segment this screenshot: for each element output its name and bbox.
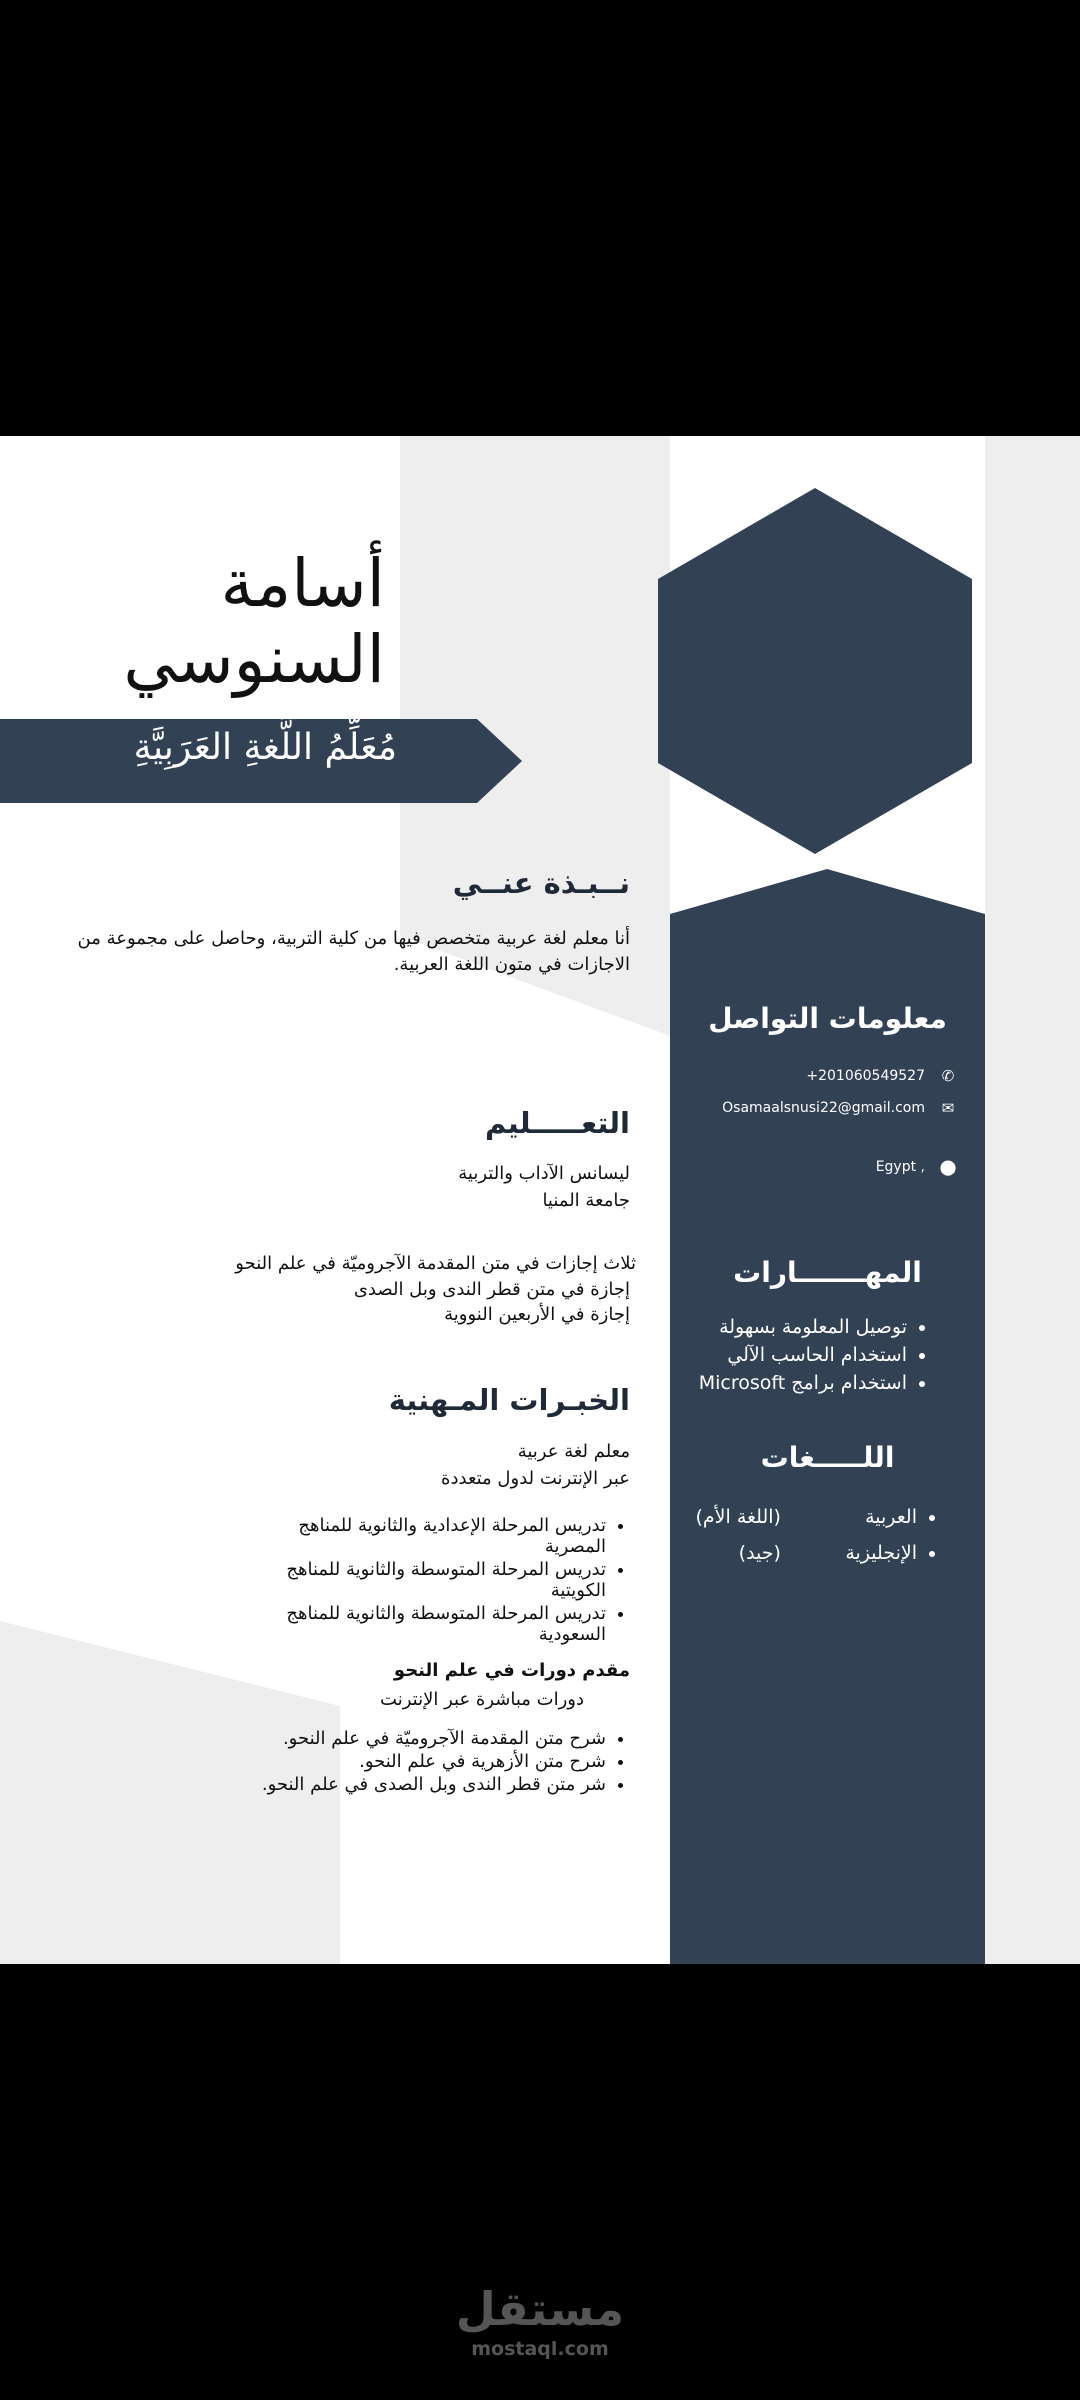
phone-number: +201060549527 (806, 1068, 925, 1084)
list-item: • تدريس المرحلة المتوسطة والثانوية للمناهج السعودية (276, 1603, 606, 1645)
skills-list (699, 1316, 927, 1400)
about-text: أنا معلم لغة عربية متخصص فيها من كلية التربية، وحاصل على مجموعة من الاجازات في متون اللغة العربية. (77, 928, 630, 976)
list-item: • شر متن قطر الندى وبل الصدى في علم النحو. (262, 1774, 606, 1795)
sidebar (670, 914, 985, 1964)
language-level: (جيد) (738, 1542, 781, 1564)
language-item (695, 1542, 917, 1564)
envelope-icon: ✉ (941, 1099, 955, 1117)
person-name (123, 546, 385, 698)
job2-subtitle: دورات مباشرة عبر الإنترنت (380, 1689, 584, 1710)
watermark-url: mostaql.com (471, 2338, 609, 2360)
profile-hexagon (655, 488, 975, 854)
languages-title: اللـــــغات (760, 1441, 895, 1474)
location-text: Egypt , (875, 1159, 925, 1175)
list-item: • توصيل المعلومة بسهولة (699, 1316, 907, 1338)
job1-list (276, 1515, 630, 1647)
contact-location (876, 1158, 957, 1176)
education-university: جامعة المنيا (542, 1190, 630, 1211)
language-item (695, 1506, 917, 1528)
email-address: Osamaalsnusi22@gmail.com (722, 1100, 925, 1116)
name-line-2: السنوسي (123, 620, 385, 698)
contact-phone[interactable] (806, 1067, 957, 1085)
certificate-3: إجازة في الأربعين النووية (444, 1304, 630, 1325)
about-title: نــبـذة عنــي (452, 866, 630, 900)
languages-list (695, 1506, 945, 1570)
list-item: • استخدام برامج Microsoft (699, 1372, 907, 1394)
language-level: (اللغة الأم) (695, 1506, 781, 1528)
job1-title: معلم لغة عربية (517, 1441, 630, 1462)
contact-title: معلومات التواصل (708, 1002, 947, 1035)
cv-page (0, 436, 1080, 1964)
certificate-2: إجازة في متن قطر الندى وبل الصدى (353, 1279, 630, 1300)
experience-title: الخبـرات المـهنية (388, 1383, 630, 1417)
list-item: • شرح متن المقدمة الآجروميّة في علم النحو. (262, 1728, 606, 1749)
skills-title: المهـــــــارات (733, 1256, 922, 1289)
language-name: العربية (865, 1506, 917, 1528)
certificate-intro: ثلاث إجازات في متن المقدمة الآجروميّة في علم النحو (235, 1253, 636, 1274)
list-item: • استخدام الحاسب الآلي (699, 1344, 907, 1366)
contact-email[interactable] (722, 1099, 957, 1117)
language-name: الإنجليزية (845, 1542, 917, 1564)
list-item: • شرح متن الأزهرية في علم النحو. (262, 1751, 606, 1772)
education-title: التعـــــليم (484, 1106, 630, 1140)
list-item: • تدريس المرحلة الإعدادية والثانوية للمناهج المصرية (276, 1515, 606, 1557)
phone-icon: ✆ (941, 1067, 955, 1085)
watermark-logo: مستقل (455, 2282, 625, 2336)
job1-subtitle: عبر الإنترنت لدول متعددة (441, 1468, 630, 1489)
job2-title: مقدم دورات في علم النحو (393, 1660, 630, 1681)
job2-list (262, 1728, 630, 1797)
job-title: مُعَلِّمُ اللُّغةِ العَرَبِيَّةِ (133, 727, 397, 768)
list-item: • تدريس المرحلة المتوسطة والثانوية للمناهج الكويتية (276, 1559, 606, 1601)
name-line-1: أسامة (220, 545, 385, 622)
education-degree: ليسانس الآداب والتربية (458, 1163, 630, 1184)
location-pin-icon: ⬤ (939, 1158, 957, 1176)
